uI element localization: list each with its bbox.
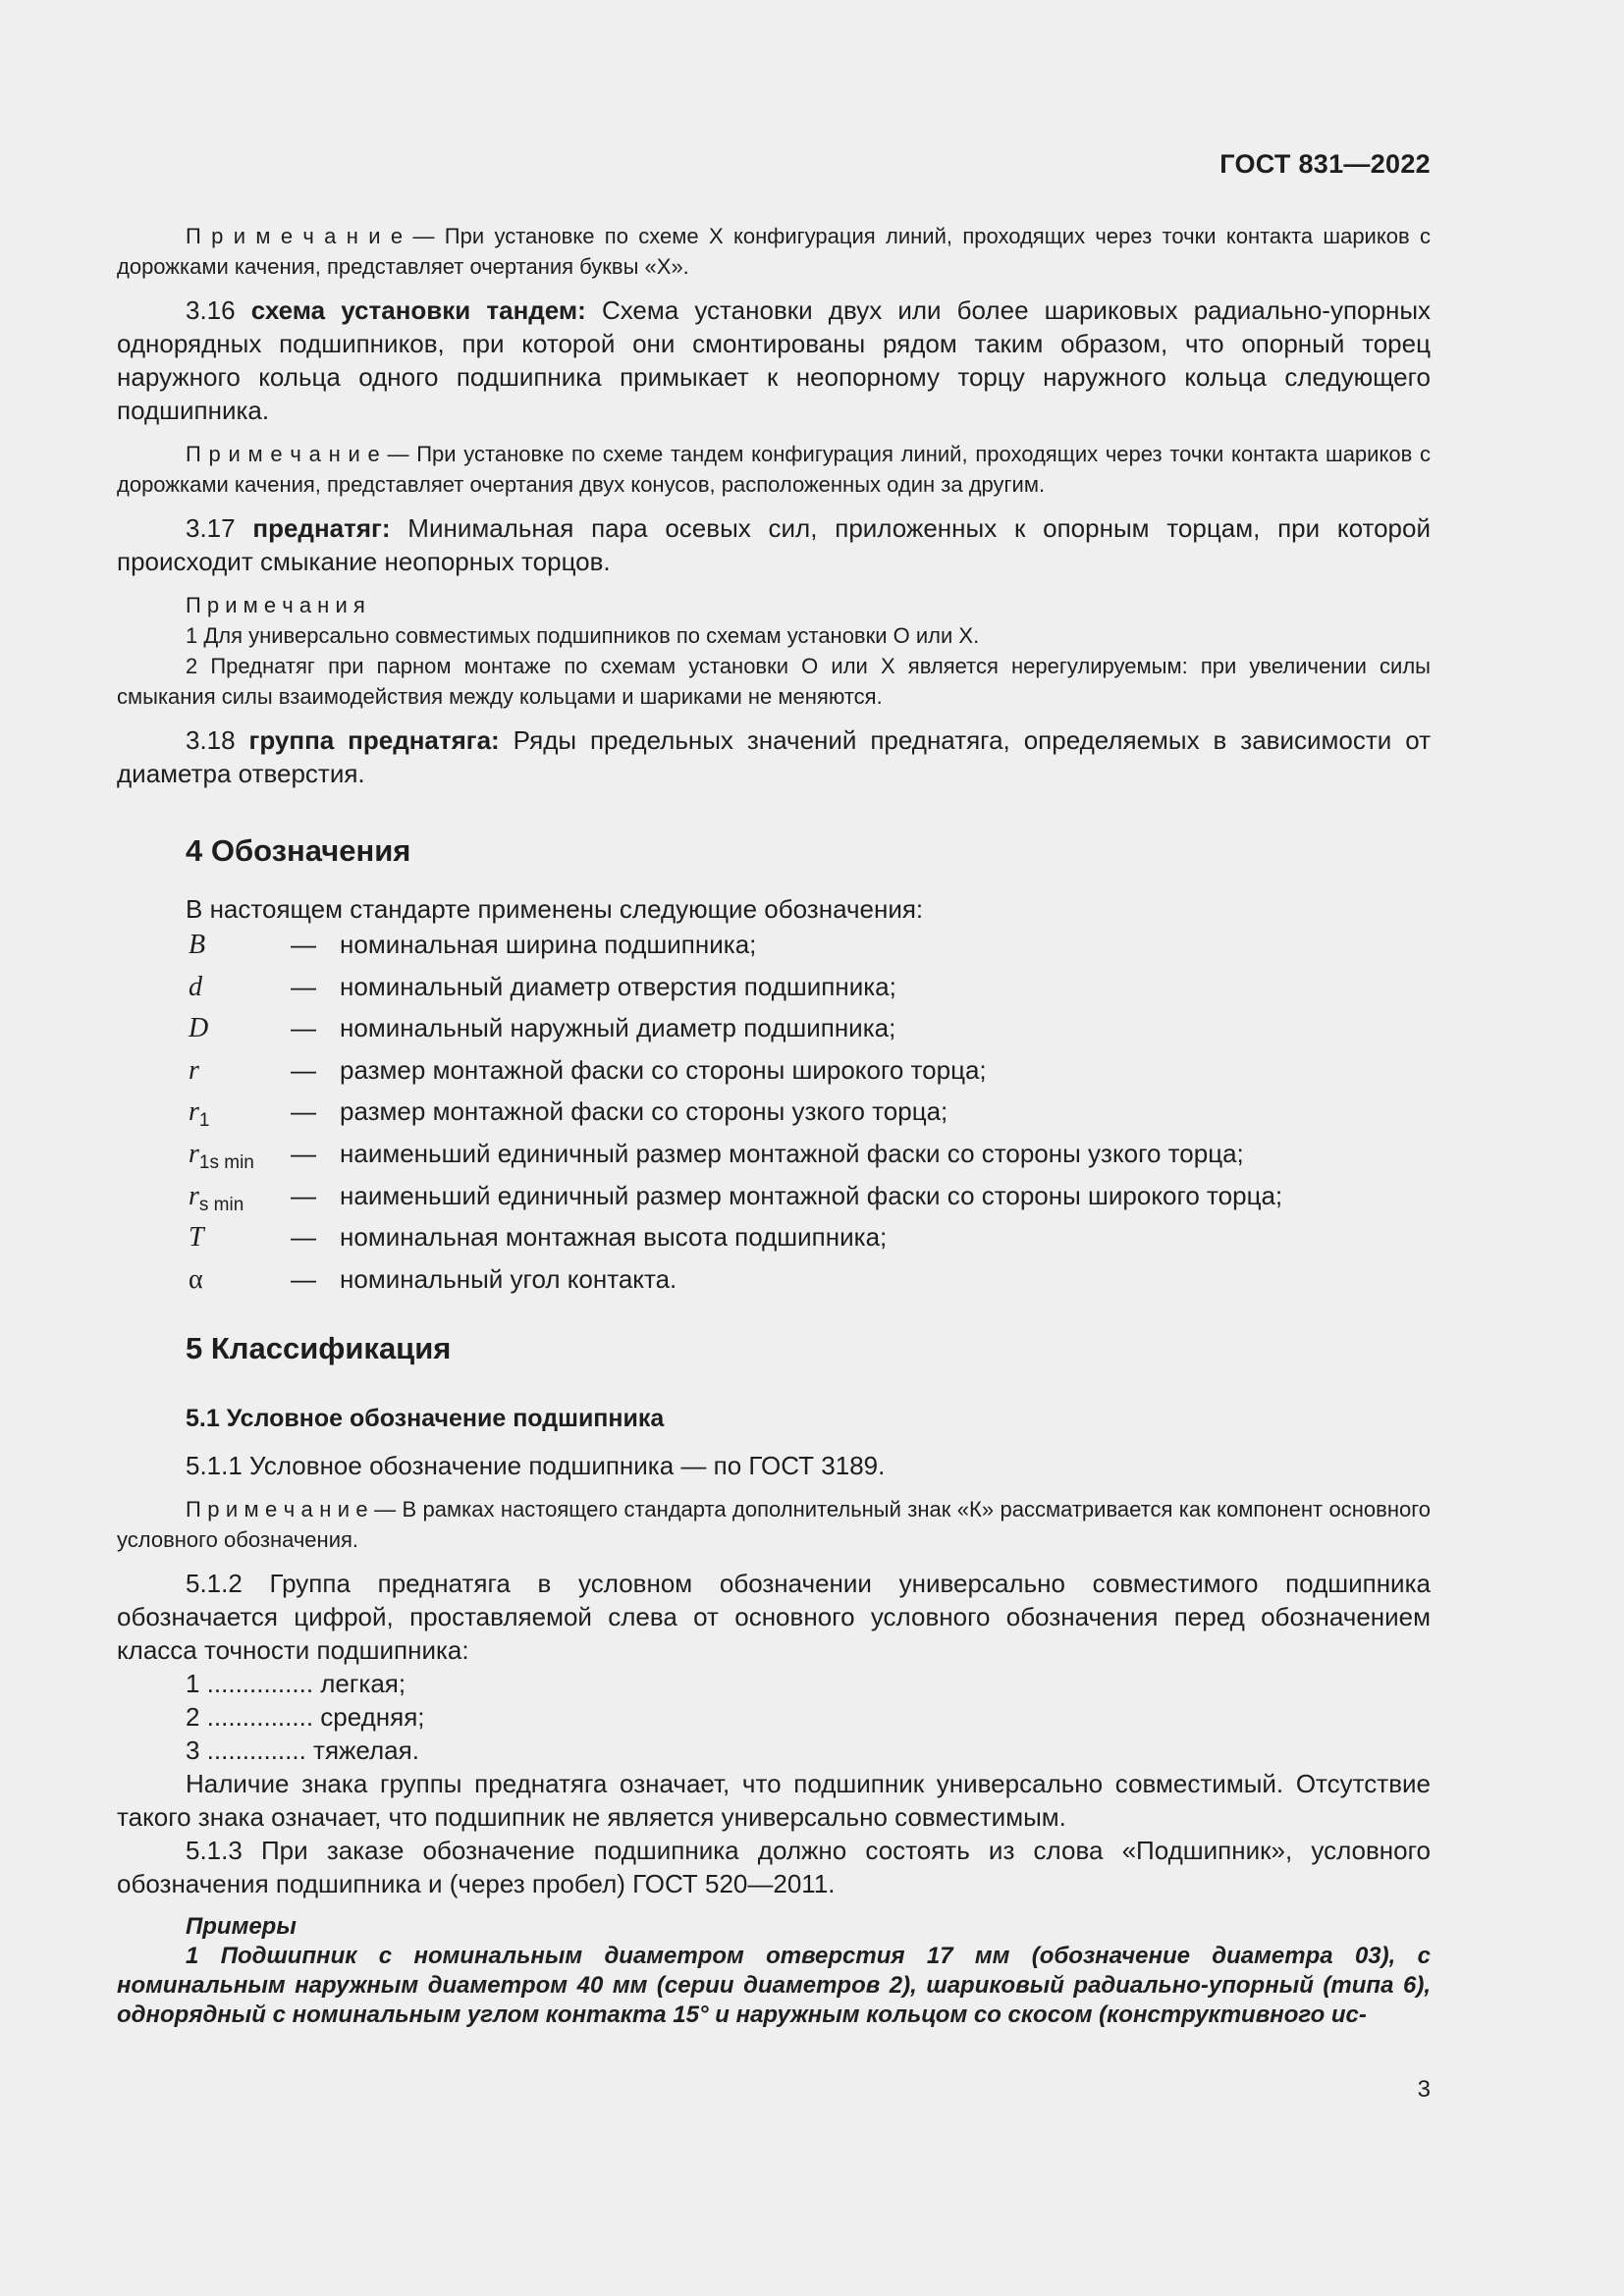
examples-heading: Примеры <box>186 1913 297 1941</box>
note-item-1: 1 Для универсально совместимых подшипников по схемам установки O или X. <box>186 623 980 648</box>
term-number: 3.16 <box>186 295 251 325</box>
para-5-1-2-continued: Наличие знака группы преднатяга означает, что подшипник универсально совместимый. Отсутствие такого знака означает, что подшипник не является универсально совместимым. <box>117 1769 1431 1833</box>
symbol-description: наименьший единичный размер монтажной фаски со стороны узкого торца; <box>340 1138 1244 1168</box>
section-4-intro: В настоящем стандарте применены следующие обозначения: <box>186 894 924 924</box>
symbol-description: размер монтажной фаски со стороны узкого торца; <box>340 1096 948 1127</box>
note-tandem-scheme <box>117 439 1431 500</box>
symbol: $r_{1s min}$ <box>189 1138 254 1173</box>
symbol: $r_1$ <box>189 1096 210 1132</box>
preload-group-item: 1 ............... легкая; <box>186 1669 406 1699</box>
section-5-heading: 5 Классификация <box>186 1331 452 1366</box>
symbol-description: номинальная монтажная высота подшипника; <box>340 1222 888 1253</box>
example-1: 1 Подшипник с номинальным диаметром отверстия 17 мм (обозначение диаметра 03), с номинальным наружным диаметром 40 мм (серии диаметров 2), шариковый радиально-упорный (типа 6), однорядный с номинальным углом контакта 15° и наружным кольцом со скосом (конструктивного ис- <box>117 1943 1431 2029</box>
term-number: 3.18 <box>186 725 249 755</box>
term-number: 3.17 <box>186 513 253 543</box>
symbol: α <box>189 1263 203 1295</box>
note-item-2: 2 Преднатяг при парном монтаже по схемам установки O или X является нерегулируемым: при увеличении силы смыкания силы взаимодействия между кольцами и шариками не меняются. <box>117 654 1431 709</box>
symbols-list <box>117 930 1431 1306</box>
term-name: преднатяг: <box>252 513 391 543</box>
symbol-description: номинальный угол контакта. <box>340 1263 677 1294</box>
term-3-16 <box>117 294 1431 427</box>
symbol: r <box>189 1054 199 1086</box>
symbol-description: наименьший единичный размер монтажной фаски со стороны широкого торца; <box>340 1180 1283 1210</box>
symbol-row: r — размер монтажной фаски со стороны широкого торца; <box>117 1055 1431 1097</box>
term-3-18 <box>117 723 1431 790</box>
note-text: — При установке по схеме X конфигурация линий, проходящих через точки контакта шариков с дорожками качения, представляет очертания буквы «X». <box>117 224 1431 279</box>
para-5-1-3: 5.1.3 При заказе обозначение подшипника должно состоять из слова «Подшипник», условного обозначения подшипника и (через пробел) ГОСТ 520—2011. <box>117 1836 1431 1899</box>
symbol: $r_{s min}$ <box>189 1180 244 1215</box>
term-name: группа преднатяга: <box>248 725 500 755</box>
symbol-row: d — номинальный диаметр отверстия подшипника; <box>117 972 1431 1014</box>
note-label: П р и м е ч а н и е <box>186 442 380 466</box>
preload-group-item: 2 ............... средняя; <box>186 1702 425 1733</box>
notes-label: П р и м е ч а н и я <box>186 593 365 617</box>
page-number: 3 <box>1417 2076 1431 2103</box>
symbol: T <box>189 1222 204 1254</box>
para-5-1-2: 5.1.2 Группа преднатяга в условном обозначении универсально совместимого подшипника обозначается цифрой, проставляемой слева от основного условного обозначения перед обозначением класса точности подшипника: <box>117 1569 1431 1666</box>
term-definition: Ряды предельных значений преднатяга, определяемых в зависимости от диаметра отверстия. <box>117 725 1431 788</box>
preload-group-item: 3 .............. тяжелая. <box>186 1735 419 1766</box>
symbol-row: $r_1$ — размер монтажной фаски со стороны узкого торца; <box>117 1096 1431 1139</box>
symbol: D <box>189 1013 209 1044</box>
symbol-description: номинальный наружный диаметр подшипника; <box>340 1013 896 1043</box>
note-label: П р и м е ч а н и е <box>186 1497 368 1522</box>
term-definition: Минимальная пара осевых сил, приложенных к опорным торцам, при которой происходит смыкание неопорных торцов. <box>117 513 1431 576</box>
doc-code-header: ГОСТ 831—2022 <box>1219 149 1431 179</box>
note-text: — При установке по схеме тандем конфигурация линий, проходящих через точки контакта шариков с дорожками качения, представляет очертания двух конусов, расположенных один за другим. <box>117 442 1431 497</box>
para-5-1-1: 5.1.1 Условное обозначение подшипника — по ГОСТ 3189. <box>186 1451 886 1481</box>
term-name: схема установки тандем: <box>250 295 586 325</box>
symbol-row: α — номинальный угол контакта. <box>117 1264 1431 1307</box>
symbol: B <box>189 930 206 960</box>
symbol-row: D — номинальный наружный диаметр подшипника; <box>117 1013 1431 1055</box>
term-3-17 <box>117 511 1431 578</box>
symbol-row: T — номинальная монтажная высота подшипника; <box>117 1222 1431 1264</box>
note-text: — В рамках настоящего стандарта дополнительный знак «К» рассматривается как компонент основного условного обозначения. <box>117 1497 1431 1553</box>
note-label: П р и м е ч а н и е <box>186 224 404 248</box>
page-content <box>117 221 1431 2030</box>
note-5-1-1 <box>117 1494 1431 1555</box>
symbol-row: B — номинальная ширина подшипника; <box>117 930 1431 972</box>
section-4-heading: 4 Обозначения <box>186 833 411 868</box>
note-x-scheme <box>117 221 1431 282</box>
symbol-row: $r_{1s min}$ — наименьший единичный размер монтажной фаски со стороны узкого торца; <box>117 1139 1431 1181</box>
symbol-description: номинальный диаметр отверстия подшипника; <box>340 971 896 1001</box>
symbol-description: размер монтажной фаски со стороны широкого торца; <box>340 1054 987 1085</box>
symbol: d <box>189 971 202 1002</box>
symbol-description: номинальная ширина подшипника; <box>340 930 757 959</box>
term-definition: Схема установки двух или более шариковых радиально-упорных однорядных подшипников, при которой они смонтированы рядом таким образом, что опорный торец наружного кольца одного подшипника примыкает к неопорному торцу наружного кольца следующего подшипника. <box>117 295 1432 425</box>
subsection-5-1-heading: 5.1 Условное обозначение подшипника <box>186 1405 665 1433</box>
symbol-row: $r_{s min}$ — наименьший единичный размер монтажной фаски со стороны широкого торца; <box>117 1181 1431 1223</box>
